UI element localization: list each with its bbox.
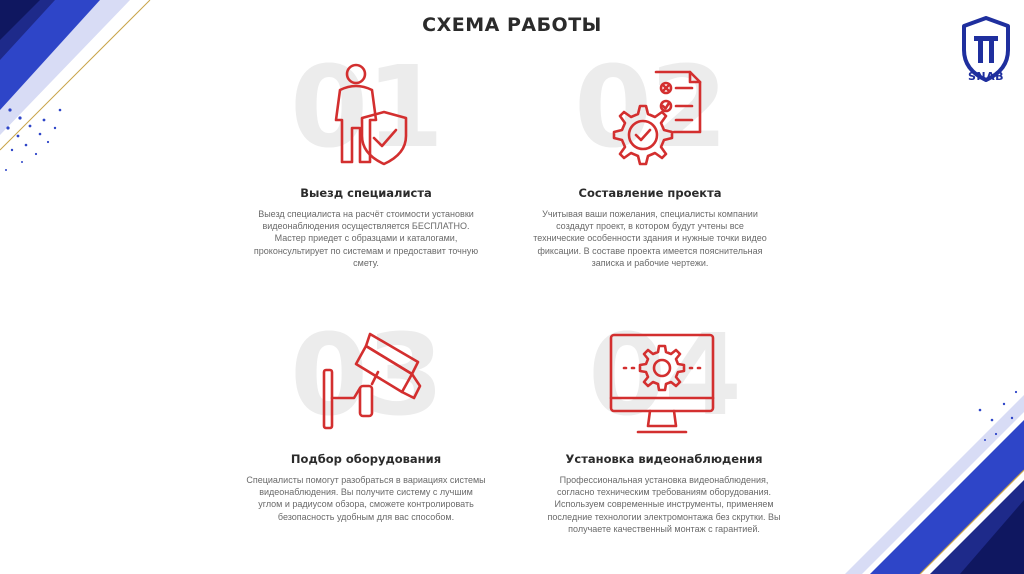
step-description: Выезд специалиста на расчёт стоимости установки видеонаблюдения осуществляется БЕСПЛАТНО. Мастер приедет с образцами и каталогами, проконсультирует по системам и предоставит точную смету. (253, 209, 479, 268)
page-title: СХЕМА РАБОТЫ (422, 14, 602, 36)
step-number: 04 (588, 311, 740, 441)
step-number: 02 (574, 43, 726, 173)
step-heading: Установка видеонаблюдения (565, 452, 763, 466)
step-number: 01 (290, 43, 442, 173)
logo-text: SNAB (967, 70, 1005, 83)
step-heading: Составление проекта (578, 186, 722, 200)
monitor-gear-icon (608, 332, 716, 436)
security-camera-icon (320, 326, 430, 430)
step-description: Профессиональная установка видеонаблюдения, согласно техническим требованиям оборудования. Используем современные инструменты, применяем последние технологии электромонтажа без скрутки. Вы получаете качественный монтаж с гарантией. (547, 475, 781, 534)
step-number: 03 (290, 311, 442, 441)
step-heading: Подбор оборудования (290, 452, 442, 466)
specialist-shield-icon (326, 62, 412, 168)
step-description: Специалисты помогут разобраться в вариациях системы видеонаблюдения. Вы получите систему с лучшим углом и радиусом обзора, сможете контролировать безопасность удобным для вас способом. (246, 475, 486, 522)
step-description: Учитывая ваши пожелания, специалисты компании создадут проект, в котором будут учтены все технические особенности здания и нужные точки видео фиксации. В составе проекта имеется пояснительная записка и рабочие чертежи. (533, 209, 767, 268)
gear-document-icon (600, 68, 710, 170)
step-heading: Выезд специалиста (300, 186, 432, 200)
